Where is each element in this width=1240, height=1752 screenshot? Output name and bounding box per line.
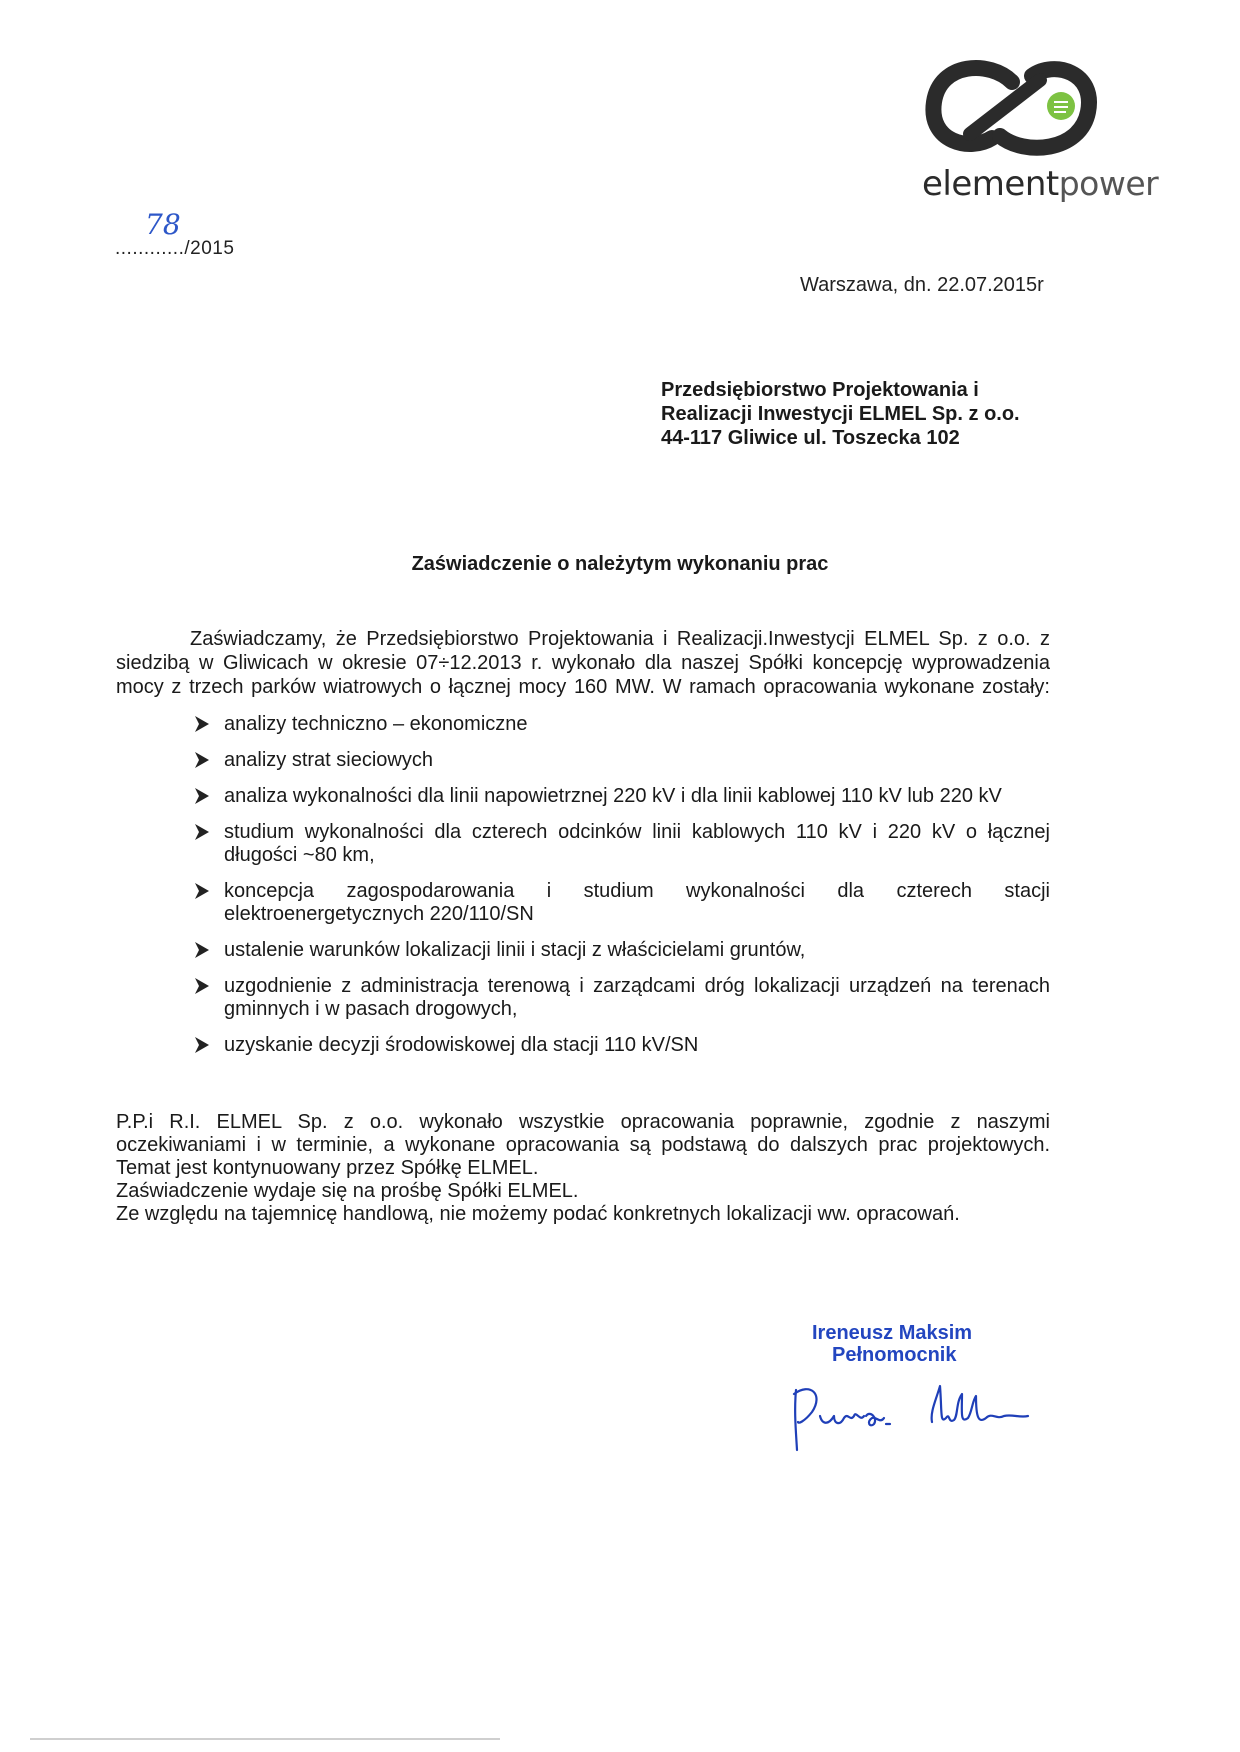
list-item-text: uzgodnienie z administracja terenową i zarządcami dróg lokalizacji urządzeń na terenach gminnych i w pasach drogowych, <box>224 975 1050 1020</box>
list-item <box>224 1034 1050 1057</box>
arrow-bullet-icon <box>194 1036 210 1054</box>
logo-mark-icon <box>920 52 1110 164</box>
logo-wordmark <box>922 164 1159 204</box>
intro-line: siedzibą w Gliwicach w okresie 07÷12.2013 r. wykonało dla naszej Spółki koncepcję wyprowadzenia <box>116 652 1050 674</box>
logo-word-bold: element <box>922 164 1059 204</box>
list-item <box>224 880 1050 926</box>
intro-line: mocy z trzech parków wiatrowych o łącznej mocy 160 MW. W ramach opracowania wykonane zostały: <box>116 676 1050 698</box>
list-item-text: analiza wykonalności dla linii napowietrznej 220 kV i dla linii kablowej 110 kV lub 220 kV <box>224 785 1002 807</box>
list-item-text: ustalenie warunków lokalizacji linii i stacji z właścicielami gruntów, <box>224 939 806 961</box>
addressee-line: 44-117 Gliwice ul. Toszecka 102 <box>661 427 960 449</box>
list-item <box>224 975 1050 1021</box>
company-logo <box>920 52 1159 204</box>
list-item-text: koncepcja zagospodarowania i studium wykonalności dla czterech stacji elektroenergetycznych 220/110/SN <box>224 880 1050 925</box>
handwritten-signature <box>790 1372 1050 1452</box>
arrow-bullet-icon <box>194 941 210 959</box>
logo-word-light: power <box>1058 164 1159 203</box>
signatory-role: Pełnomocnik <box>832 1344 957 1366</box>
arrow-bullet-icon <box>194 882 210 900</box>
work-items-list <box>224 713 1050 1057</box>
arrow-bullet-icon <box>194 715 210 733</box>
arrow-bullet-icon <box>194 787 210 805</box>
list-item <box>224 713 1050 736</box>
addressee-line: Przedsiębiorstwo Projektowania i <box>661 379 979 401</box>
arrow-bullet-icon <box>194 977 210 995</box>
list-item-text: analizy strat sieciowych <box>224 749 433 771</box>
addressee-block <box>661 378 1020 450</box>
signatory-name: Ireneusz Maksim <box>812 1322 973 1344</box>
scan-edge-line <box>30 1738 500 1740</box>
handwritten-number: 78 <box>145 208 181 241</box>
list-item <box>224 821 1050 867</box>
list-item <box>224 749 1050 772</box>
list-item <box>224 785 1050 808</box>
closing-line: Zaświadczenie wydaje się na prośbę Spółki ELMEL. <box>116 1180 579 1202</box>
document-title: Zaświadczenie o należytym wykonaniu prac <box>411 553 829 575</box>
closing-line: Temat jest kontynuowany przez Spółkę ELMEL. <box>116 1157 539 1179</box>
reference-printed: ............/2015 <box>115 238 235 259</box>
arrow-bullet-icon <box>194 751 210 769</box>
closing-line: oczekiwaniami i w terminie, a wykonane opracowania są podstawą do dalszych prac projektowych. <box>116 1134 1050 1156</box>
list-item-text: studium wykonalności dla czterech odcinków linii kablowych 110 kV i 220 kV o łącznej długości ~80 km, <box>224 821 1050 866</box>
intro-paragraph <box>116 627 1050 699</box>
list-item <box>224 939 1050 962</box>
list-item-text: analizy techniczno – ekonomiczne <box>224 713 528 735</box>
signatory-stamp <box>812 1322 972 1366</box>
date-line: Warszawa, dn. 22.07.2015r <box>800 274 1044 296</box>
arrow-bullet-icon <box>194 823 210 841</box>
addressee-line: Realizacji Inwestycji ELMEL Sp. z o.o. <box>661 403 1020 425</box>
intro-line: Zaświadczamy, że Przedsiębiorstwo Projektowania i Realizacji.Inwestycji ELMEL Sp. z o.o. z <box>190 628 1050 650</box>
list-item-text: uzyskanie decyzji środowiskowej dla stacji 110 kV/SN <box>224 1034 699 1056</box>
closing-line: Ze względu na tajemnicę handlową, nie możemy podać konkretnych lokalizacji ww. opracowań. <box>116 1203 960 1225</box>
closing-paragraph <box>116 1111 1050 1226</box>
reference-number <box>115 208 315 268</box>
closing-line: P.P.i R.I. ELMEL Sp. z o.o. wykonało wszystkie opracowania poprawnie, zgodnie z naszymi <box>116 1111 1050 1133</box>
